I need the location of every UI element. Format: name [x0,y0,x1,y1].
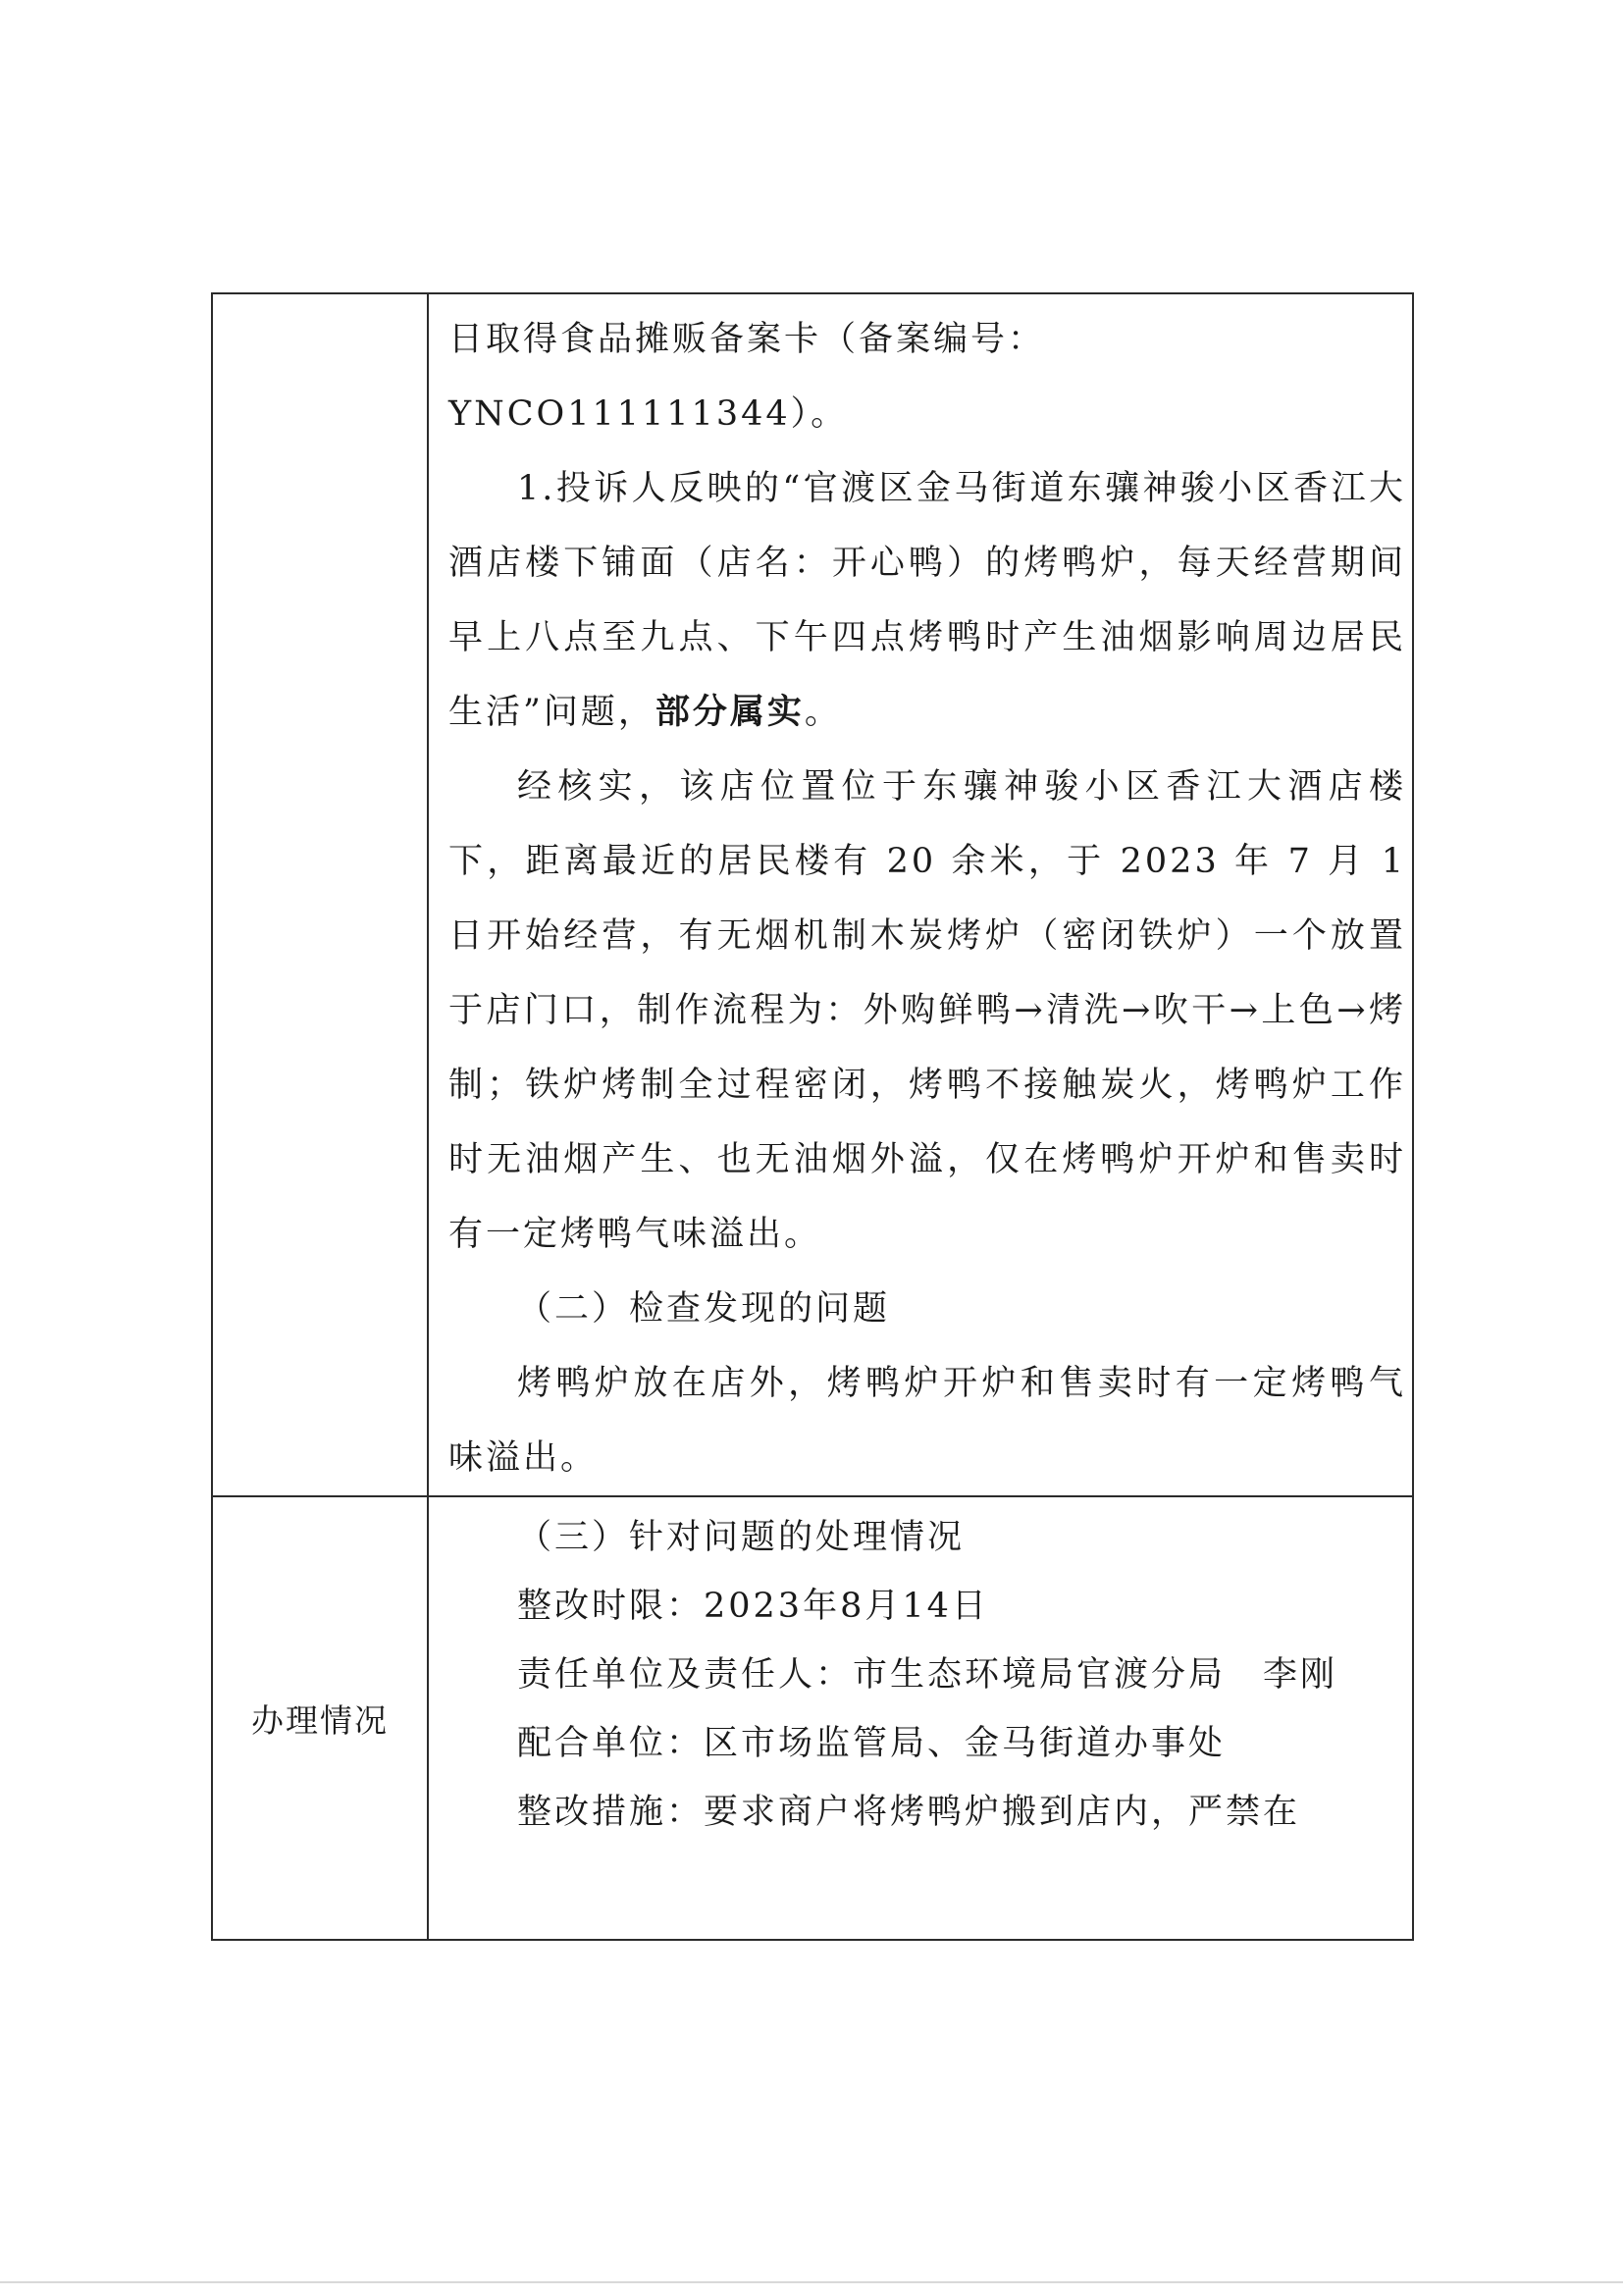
table-row [212,293,1413,1496]
paragraph-measures: 整改措施：要求商户将烤鸭炉搬到店内，严禁在 [517,1793,1301,1832]
table-row [212,1496,1413,1940]
paragraph-record-card: 日取得食品摊贩备案卡（备案编号： [448,320,1046,359]
scan-edge-line [0,2281,1623,2283]
row-label: 办理情况 [251,1700,389,1740]
row-label-cell [212,1496,428,1940]
complaint-end: 。 [804,693,842,732]
document-table [211,292,1414,1941]
complaint-text: 1.投诉人反映的“官渡区金马街道东骧神骏小区香江大酒店楼下铺面（店名：开心鸭）的烤鸭炉，每天经营期间早上八点至九点、下午四点烤鸭时产生油烟影响周边居民生活”问题， [448,469,1406,732]
paragraph-verification: 经核实，该店位置位于东骧神骏小区香江大酒店楼下，距离最近的居民楼有 20 余米，于 2023 年 7 月 1 日开始经营，有无烟机制木炭烤炉（密闭铁炉）一个放置于店门口，制作流程为：外购鲜鸭→清洗→吹干→上色→烤制；铁炉烤制全过程密闭，烤鸭不接触炭火，烤鸭炉工作时无油烟产生、也无油烟外溢，仅在烤鸭炉开炉和售卖时有一定烤鸭气味溢出。 [448,767,1406,1254]
paragraph-findings: 烤鸭炉放在店外，烤鸭炉开炉和售卖时有一定烤鸭气味溢出。 [448,1364,1406,1478]
row-label-cell [212,293,428,1496]
section-heading-handling: （三）针对问题的处理情况 [517,1518,966,1557]
paragraph-complaint [448,451,1406,750]
section-heading-findings: （二）检查发现的问题 [517,1289,891,1329]
content-cell [428,293,1413,1496]
paragraph-cooperating: 配合单位：区市场监管局、金马街道办事处 [517,1724,1227,1763]
verdict-text: 部分属实 [654,692,805,732]
paragraph-record-number: YNCO111111344）。 [448,394,849,434]
paragraph-deadline: 整改时限：2023年8月14日 [517,1587,989,1626]
content-cell [428,1496,1413,1940]
paragraph-responsible: 责任单位及责任人：市生态环境局官渡分局 李刚 [517,1655,1338,1695]
